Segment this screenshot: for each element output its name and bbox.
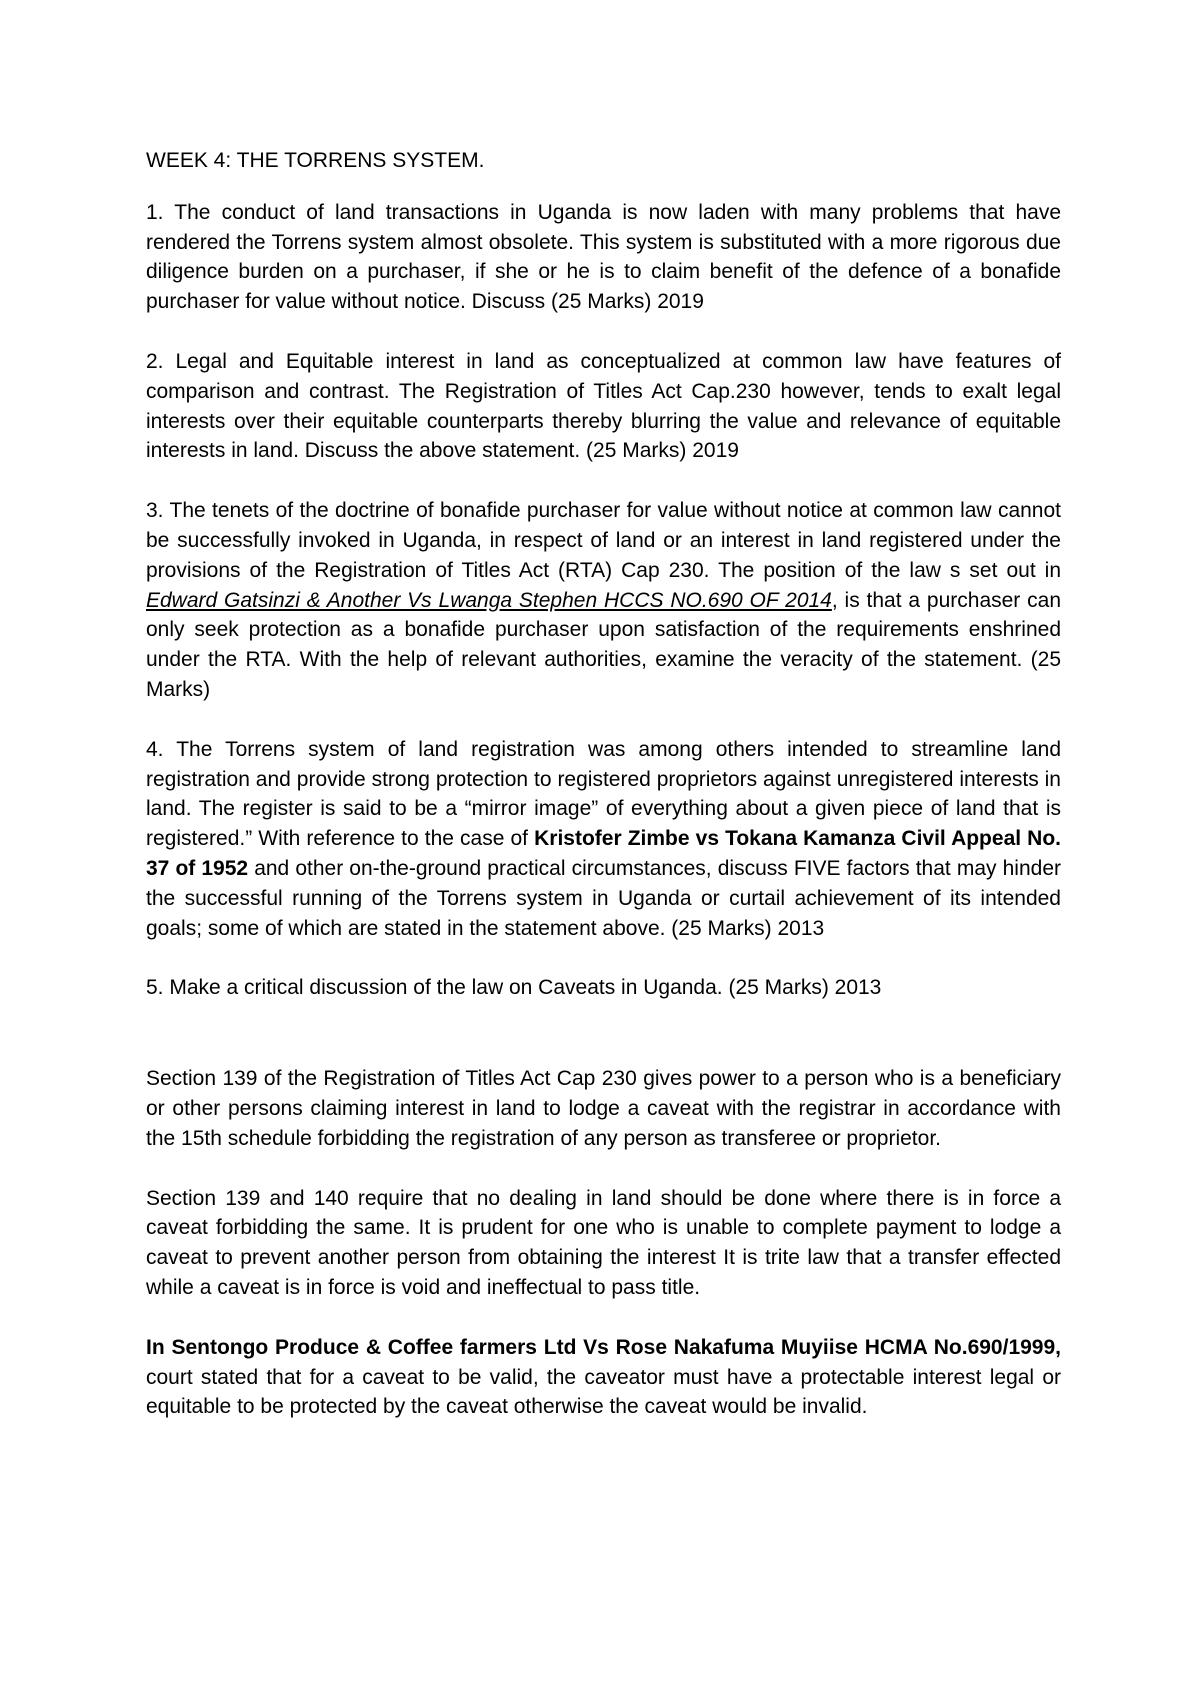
case-citation-sentongo: In Sentongo Produce & Coffee farmers Ltd Vs Rose Nakafuma Muyiise HCMA No.690/1999,: [146, 1335, 1061, 1359]
question-2: 2. Legal and Equitable interest in land as conceptualized at common law have features of comparison and contrast. The Registration of Titles Act Cap.230 however, tends to exalt legal interests over their equitable counterparts thereby blurring the value and relevance of equitable interests in land. Discuss the above statement. (25 Marks) 2019: [146, 349, 1061, 463]
answer-paragraph-3: [146, 1333, 1061, 1422]
case-citation-zimbe: Kristofer Zimbe vs Tokana Kamanza Civil Appeal No. 37 of 1952: [146, 827, 1061, 880]
question-3-text-after: , is that a purchaser can only seek protection as a bonafide purchaser upon satisfaction of the requirements enshrined under the RTA. With the help of relevant authorities, examine the veracity of the statement. (25 Marks): [146, 588, 1061, 701]
question-3: [146, 496, 1061, 705]
question-4-text-after: and other on-the-ground practical circumstances, discuss FIVE factors that may hinder the successful running of the Torrens system in Uganda or curtail achievement of its intended goals; some of which are stated in the statement above. (25 Marks) 2013: [146, 856, 1061, 940]
question-4-text-before: 4. The Torrens system of land registration was among others intended to streamline land registration and provide strong protection to registered proprietors against unregistered interests in land. The register is said to be a “mirror image” of everything about a given piece of land that is registered.” With reference to the case of: [146, 737, 1061, 851]
question-1: 1. The conduct of land transactions in Uganda is now laden with many problems that have rendered the Torrens system almost obsolete. This system is substituted with a more rigorous due diligence burden on a purchaser, if she or he is to claim benefit of the defence of a bonafide purchaser for value without notice. Discuss (25 Marks) 2019: [146, 200, 1061, 314]
question-5: 5. Make a critical discussion of the law on Caveats in Uganda. (25 Marks) 2013: [146, 976, 882, 1000]
answer-paragraph-2: Section 139 and 140 require that no dealing in land should be done where there is in force a caveat forbidding the same. It is prudent for one who is unable to complete payment to lodge a caveat to prevent another person from obtaining the interest It is trite law that a transfer effected while a caveat is in force is void and ineffectual to pass title.: [146, 1186, 1061, 1299]
document-title: WEEK 4: THE TORRENS SYSTEM.: [146, 149, 485, 172]
case-citation-gatsinzi: Edward Gatsinzi & Another Vs Lwanga Stephen HCCS NO.690 OF 2014: [146, 588, 832, 612]
answer-paragraph-1: Section 139 of the Registration of Titles Act Cap 230 gives power to a person who is a beneficiary or other persons claiming interest in land to lodge a caveat with the registrar in accordance with the 15th schedule forbidding the registration of any person as transferee or proprietor.: [146, 1067, 1061, 1150]
answer-paragraph-3-text: court stated that for a caveat to be valid, the caveator must have a protectable interest legal or equitable to be protected by the caveat otherwise the caveat would be invalid.: [146, 1365, 1061, 1419]
question-4: [146, 735, 1061, 944]
question-3-text-before: 3. The tenets of the doctrine of bonafide purchaser for value without notice at common law cannot be successfully invoked in Uganda, in respect of land or an interest in land registered under the provisions of the Registration of Titles Act (RTA) Cap 230. The position of the law s set out in: [146, 499, 1061, 582]
document-page: [146, 146, 1061, 1452]
